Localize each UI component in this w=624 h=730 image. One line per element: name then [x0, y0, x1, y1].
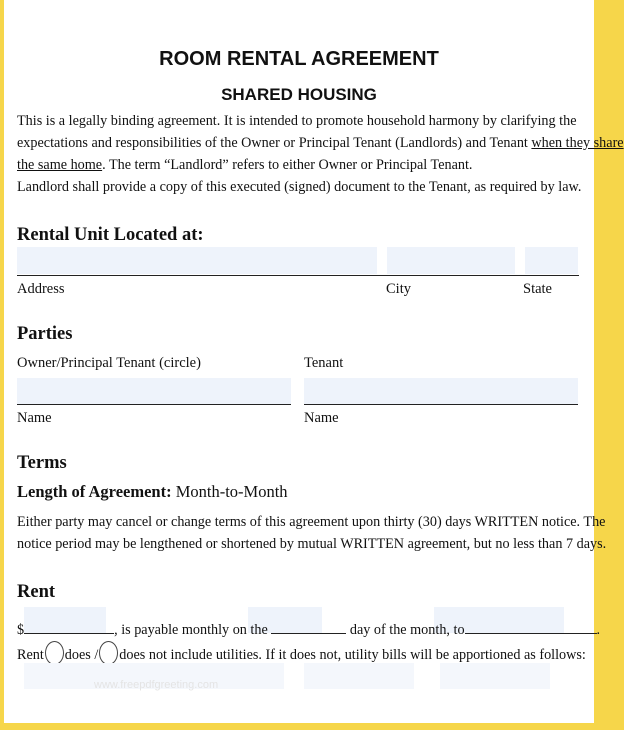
owner-label: Owner/Principal Tenant (circle)	[17, 355, 201, 371]
rent-day-line	[271, 618, 346, 634]
rent-line-2: Rent does / does not include utilities. If it does not, utility bills will be apportioned as follows:	[17, 641, 586, 666]
owner-name-label: Name	[17, 410, 52, 426]
rental-unit-heading: Rental Unit Located at:	[17, 225, 204, 245]
owner-name-field[interactable]	[17, 378, 291, 404]
tenant-name-label: Name	[304, 410, 339, 426]
address-line	[17, 275, 579, 276]
utilities-field-2[interactable]	[304, 663, 414, 689]
address-label: Address	[17, 281, 65, 297]
rent-line-1: $ , is payable monthly on the day of the month, to .	[17, 618, 600, 641]
parties-heading: Parties	[17, 324, 73, 344]
rent-heading: Rent	[17, 582, 56, 602]
watermark: www.freepdfgreeting.com	[94, 679, 219, 691]
owner-name-line	[17, 404, 291, 405]
tenant-name-line	[304, 404, 578, 405]
tenant-name-field[interactable]	[304, 378, 578, 404]
length-value: Month-to-Month	[171, 482, 288, 501]
city-field[interactable]	[387, 247, 515, 274]
length-label: Length of Agreement:	[17, 482, 172, 501]
intro-underlined-text-1: when they share	[531, 135, 624, 151]
tenant-label: Tenant	[304, 355, 344, 371]
intro-line-4: Landlord shall provide a copy of this executed (signed) document to the Tenant, as required by law.	[17, 179, 582, 195]
notice-line-1: Either party may cancel or change terms of this agreement upon thirty (30) days WRITTEN notice. The	[17, 514, 606, 530]
intro-underlined-text-2: the same home	[17, 157, 103, 173]
address-field[interactable]	[17, 247, 377, 274]
does-circle-option[interactable]	[45, 641, 64, 665]
intro-line-2: expectations and responsibilities of the Owner or Principal Tenant (Landlords) and Tenant when they share	[17, 135, 624, 151]
intro-line-3: the same home. The term “Landlord” refers to either Owner or Principal Tenant.	[17, 157, 473, 173]
city-label: City	[386, 281, 411, 297]
utilities-field-3[interactable]	[440, 663, 550, 689]
terms-heading: Terms	[17, 453, 67, 473]
length-of-agreement	[17, 482, 288, 502]
notice-line-2: notice period may be lengthened or shortened by mutual WRITTEN agreement, but no less than 7 days.	[17, 536, 607, 552]
state-label: State	[523, 281, 552, 297]
does-not-circle-option[interactable]	[99, 641, 118, 665]
state-field[interactable]	[525, 247, 578, 274]
rent-amount-line	[24, 618, 114, 634]
intro-line-1: This is a legally binding agreement. It is intended to promote household harmony by clarifying the	[17, 113, 577, 129]
document-page	[4, 0, 624, 723]
rent-payee-line	[465, 618, 597, 634]
document-subtitle: SHARED HOUSING	[221, 85, 377, 104]
document-title: ROOM RENTAL AGREEMENT	[159, 48, 439, 70]
